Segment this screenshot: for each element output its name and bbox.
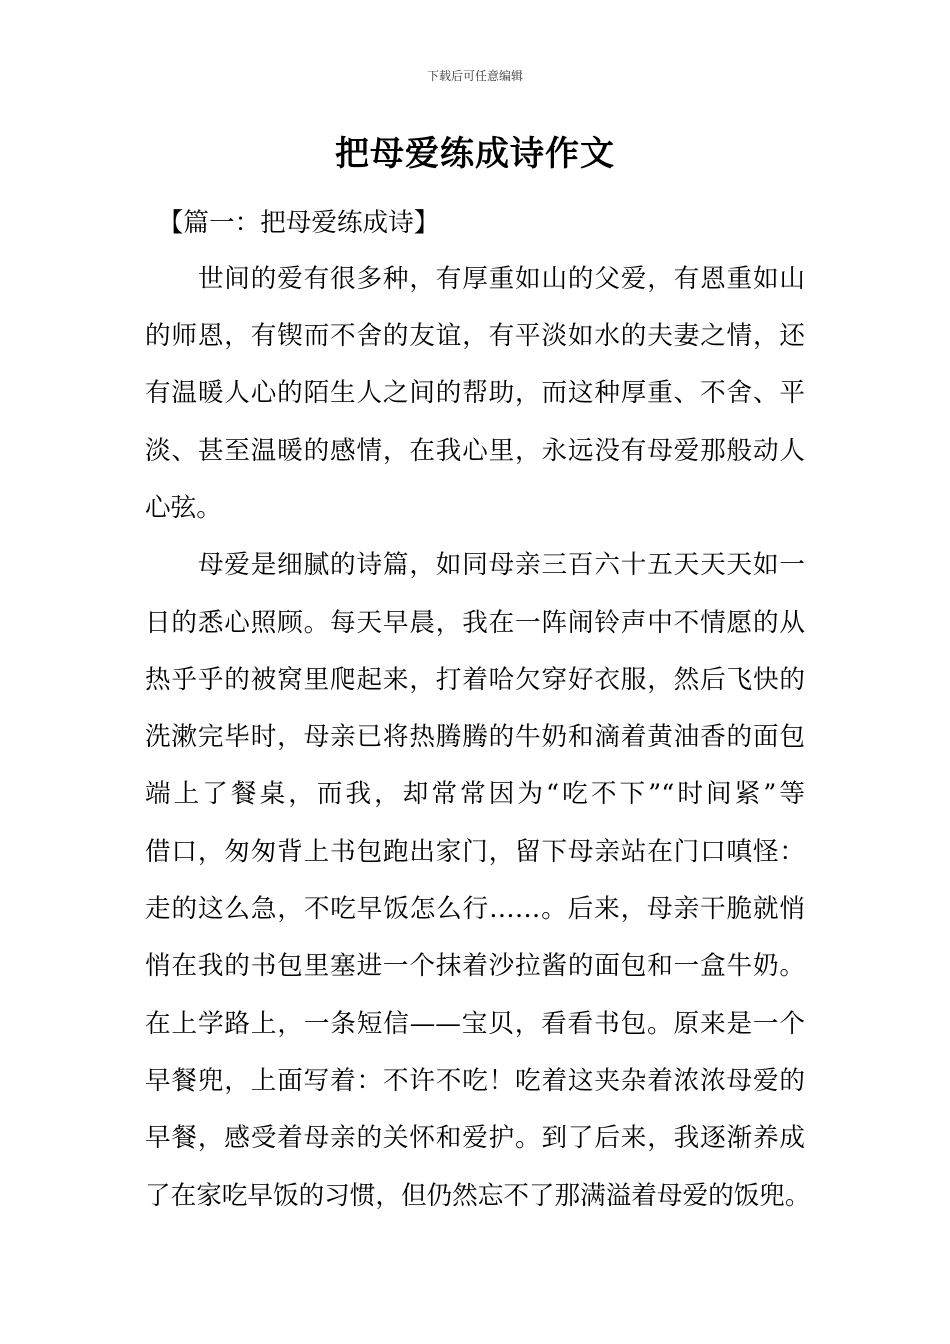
paragraph-1-line-5: 心弦。 [145, 493, 222, 523]
section-heading: 【篇一：把母爱练成诗】 [145, 208, 440, 238]
paragraph-2-line-5: 端上了餐桌，而我，却常常因为“吃不下”“时间紧”等 [145, 779, 805, 809]
paragraph-1-line-4: 淡、甚至温暖的感情，在我心里，永远没有母爱那般动人 [145, 436, 805, 466]
paragraph-1-line-2: 的师恩，有锲而不舍的友谊，有平淡如水的夫妻之情，还 [145, 321, 805, 351]
paragraph-2-line-6: 借口，匆匆背上书包跑出家门，留下母亲站在门口嗔怪： [145, 837, 805, 867]
paragraph-2-line-7: 走的这么急，不吃早饭怎么行……。后来，母亲干脆就悄 [145, 894, 805, 924]
paragraph-2-line-1: 母爱是细腻的诗篇，如同母亲三百六十五天天天如一 [145, 550, 805, 580]
document-title: 把母爱练成诗作文 [335, 134, 615, 174]
paragraph-2-line-10: 早餐兜，上面写着：不许不吃！吃着这夹杂着浓浓母爱的 [145, 1066, 805, 1096]
paragraph-2-line-9: 在上学路上，一条短信——宝贝，看看书包。原来是一个 [145, 1009, 805, 1039]
paragraph-2-line-11: 早餐，感受着母亲的关怀和爱护。到了后来，我逐渐养成 [145, 1123, 805, 1153]
paragraph-1-line-1: 世间的爱有很多种，有厚重如山的父爱，有恩重如山 [145, 264, 805, 294]
paragraph-2-line-8: 悄在我的书包里塞进一个抹着沙拉酱的面包和一盒牛奶。 [145, 951, 805, 981]
paragraph-2-line-2: 日的悉心照顾。每天早晨，我在一阵闹铃声中不情愿的从 [145, 608, 805, 638]
header-note: 下载后可任意编辑 [426, 69, 523, 83]
paragraph-2-line-12: 了在家吃早饭的习惯，但仍然忘不了那满溢着母爱的饭兜。 [145, 1181, 811, 1211]
paragraph-2-line-4: 洗漱完毕时，母亲已将热腾腾的牛奶和滴着黄油香的面包 [145, 722, 805, 752]
paragraph-2-line-3: 热乎乎的被窝里爬起来，打着哈欠穿好衣服，然后飞快的 [145, 665, 805, 695]
paragraph-1-line-3: 有温暖人心的陌生人之间的帮助，而这种厚重、不舍、平 [145, 378, 805, 408]
